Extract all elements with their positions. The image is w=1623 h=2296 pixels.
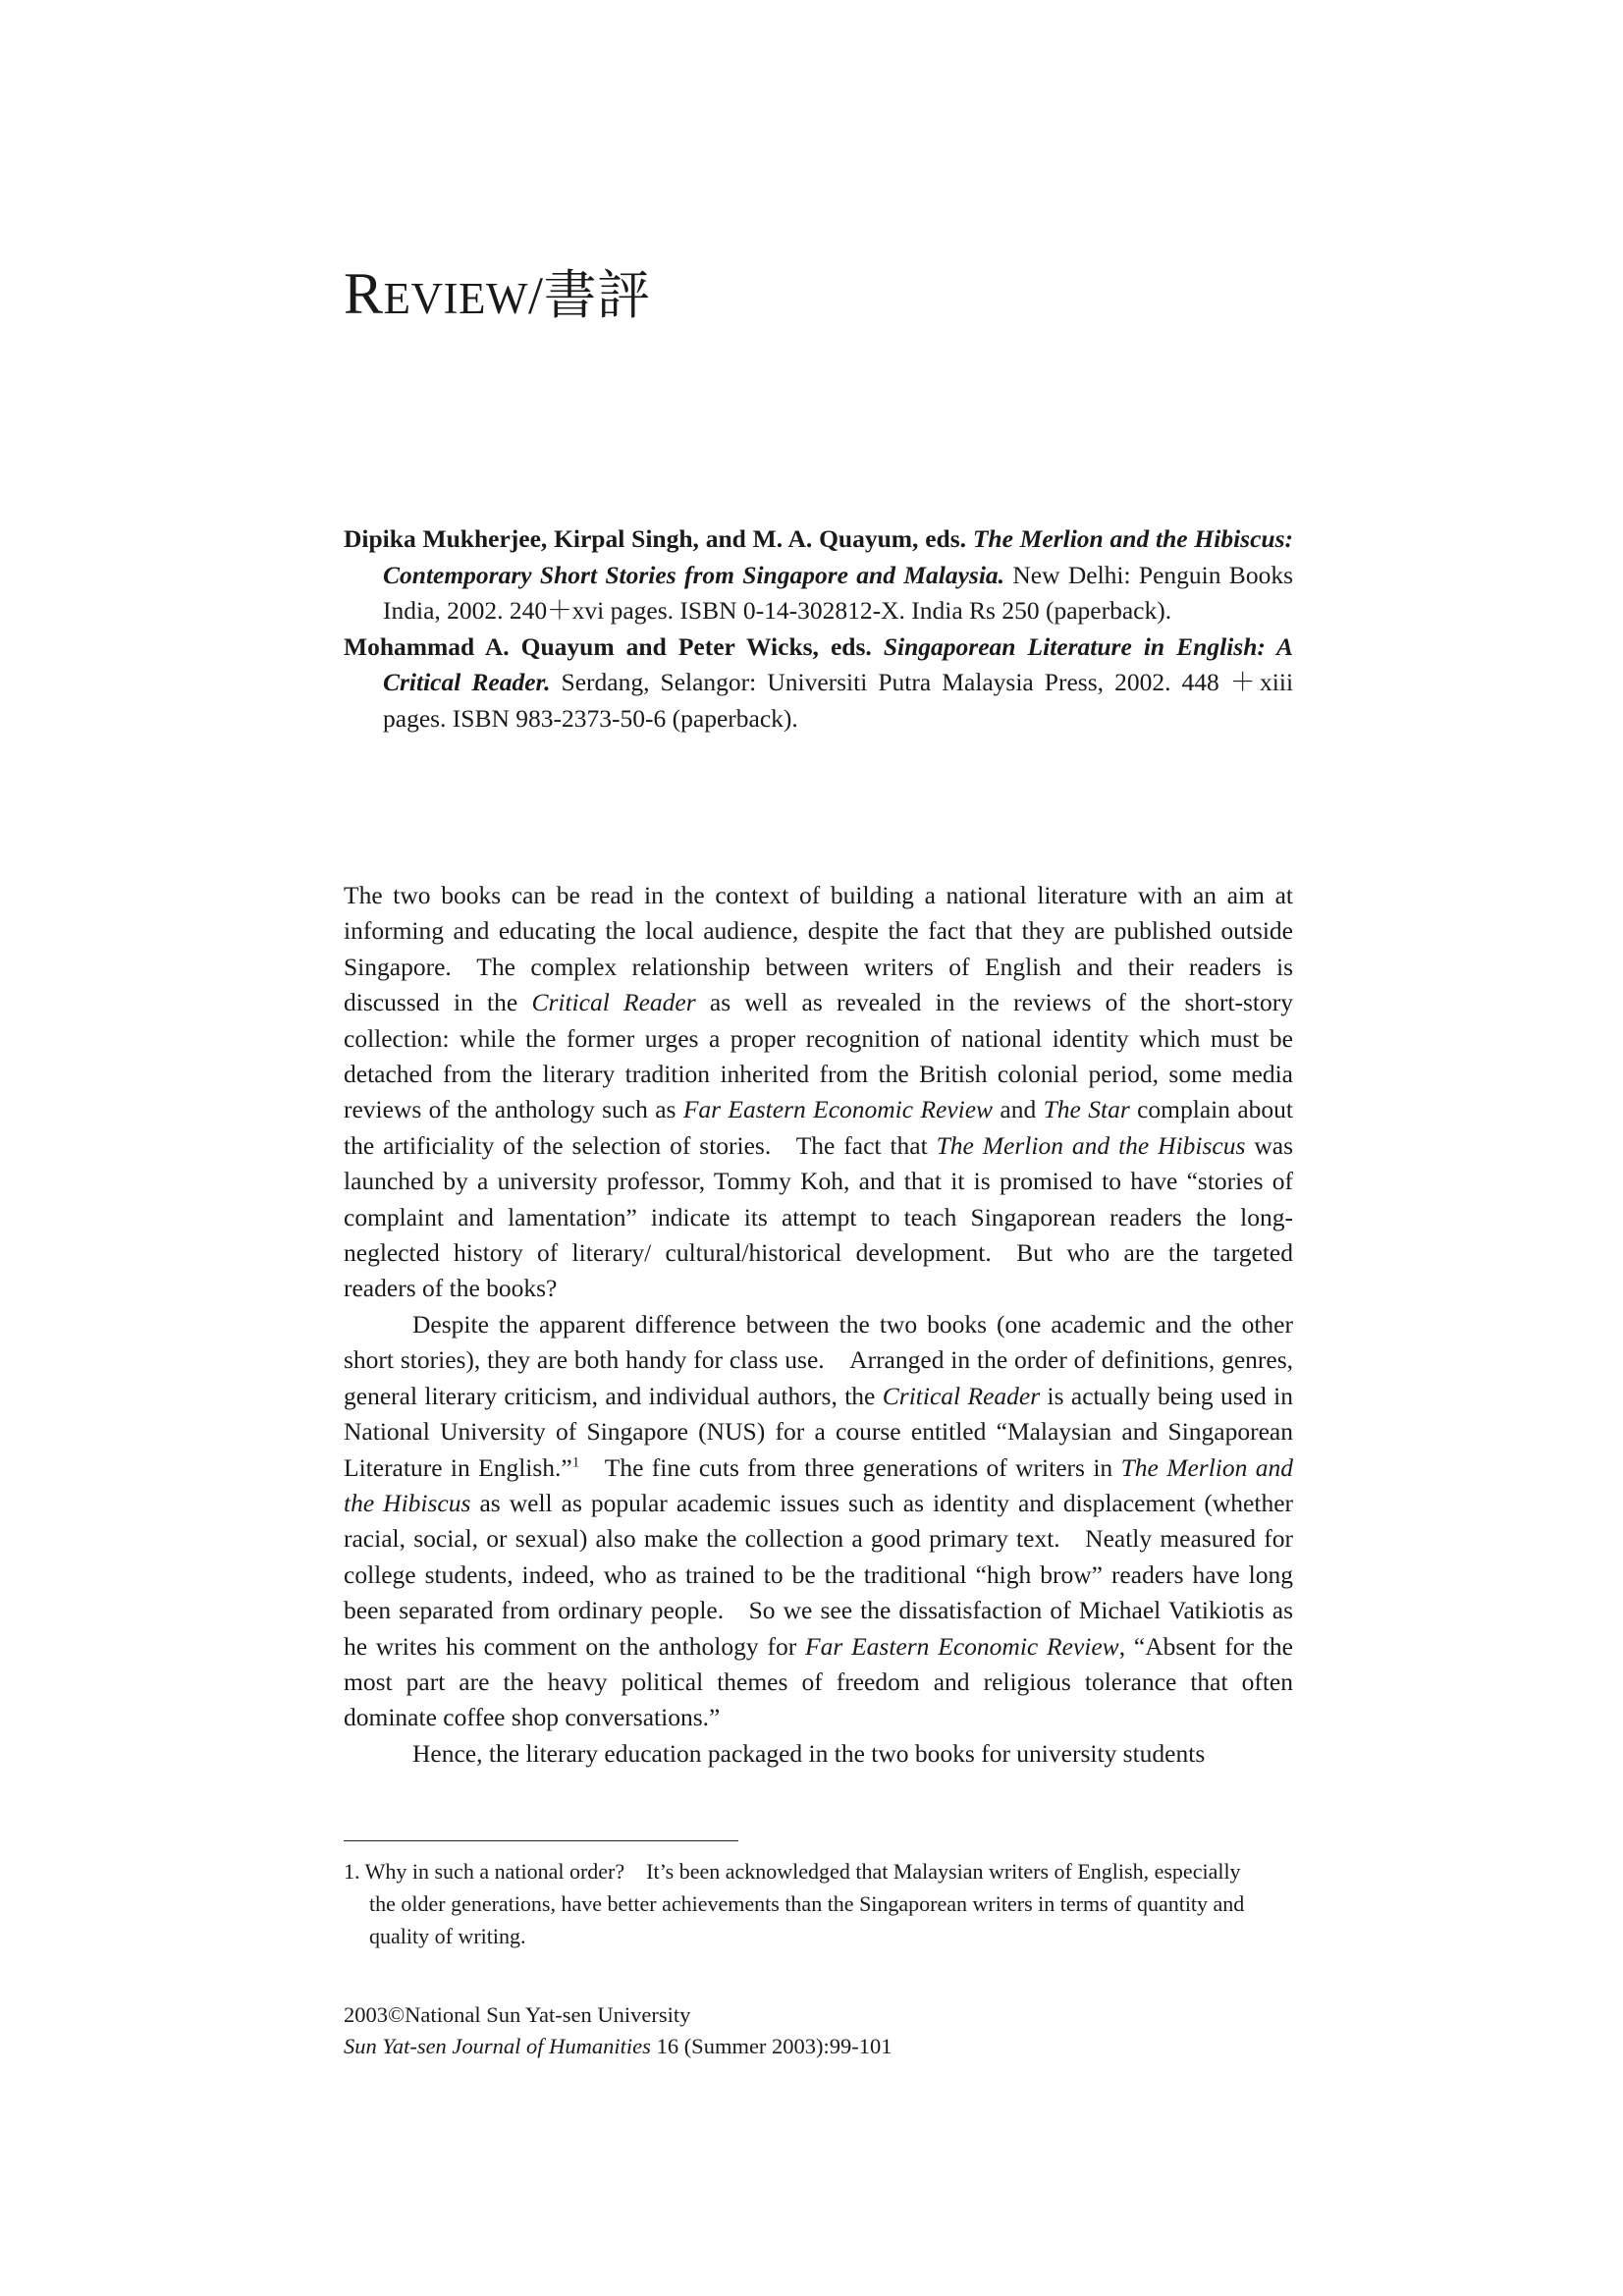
journal-issue: 16 (Summer 2003):99-101 [650,2034,893,2058]
body-text-run: complain about the artificiality of the selection of stories. The fact that [344,1095,1294,1160]
citation-authors: Mohammad A. Quayum and Peter Wicks, eds. [344,631,872,661]
journal-citation [344,2031,1293,2062]
heading-separator: / [527,266,544,325]
body-paragraph [344,1307,1293,1736]
footnote-divider [344,1840,738,1841]
review-body [344,878,1293,1772]
colophon [344,1999,1293,2062]
copyright-line: 2003©National Sun Yat-sen University [344,2002,691,2027]
body-paragraph [344,1736,1293,1772]
body-paragraph [344,878,1293,1307]
citation-title: Singaporean Literature in English: A Critical Reader. [383,631,1294,696]
body-text-run: is actually being used in National University of Singapore (NUS) for a course entitled “Malaysian and Singaporean Literature in English.” [344,1381,1293,1482]
book-title-italic: Critical Reader [531,988,696,1017]
footnote-text: Why in such a national order? It’s been acknowledged that Malaysian writers of English, especially the older generations, have better achievements than the Singaporean writers in terms of quantity and quality of writing. [364,1859,1245,1948]
citation-item [344,629,1293,738]
body-text-run: The two books can be read in the context of building a national literature with an aim at informing and educating the local audience, despite the fact that they are published outside Singapore. The complex relationship between writers of English and their readers is discussed in the [344,881,1293,1017]
body-text-run: Hence, the literary education packaged in the two books for university students [412,1738,1206,1768]
body-text-run: and [993,1095,1044,1124]
body-text-run: , “Absent for the most part are the heavy political themes of freedom and religious tolerance that often dominate coffee shop conversations.” [344,1631,1293,1732]
journal-title: Sun Yat-sen Journal of Humanities [344,2034,651,2058]
heading-first-letter: R [344,261,384,326]
citation-details: New Delhi: Penguin Books India, 2002. 240＋xvi pages. ISBN 0-14-302812-X. India Rs 250 (paperback). [383,560,1293,625]
citation-details: Serdang, Selangor: Universiti Putra Malaysia Press, 2002. 448 ＋xiii pages. ISBN 983-2373-50-6 (paperback). [383,668,1294,733]
body-text-run: as well as revealed in the reviews of the short-story collection: while the former urges a proper recognition of national identity which must be detached from the literary tradition inherited from the British colonial period, some media reviews of the anthology such as [344,988,1293,1124]
footnote-reference[interactable]: 1 [571,1454,580,1470]
heading-rest: EVIEW [383,274,528,323]
heading-chinese: 書評 [543,266,651,325]
body-text-run: Despite the apparent difference between the two books (one academic and the other short stories), they are both handy for class use. Arranged in the order of definitions, genres, general literary criticism, and individual authors, the [344,1309,1293,1410]
footnote [344,1855,1271,1952]
publication-title-italic: Far Eastern Economic Review [682,1095,994,1124]
citation-authors: Dipika Mukherjee, Kirpal Singh, and M. A. Quayum, eds. [344,524,966,553]
body-text-run: was launched by a university professor, Tommy Koh, and that it is promised to have “stories of complaint and lamentation” indicate its attempt to teach Singaporean readers the long-neglected history of literary/ cultural/historical development. But who are the targeted readers of the books? [344,1130,1293,1303]
body-text-run: as well as popular academic issues such as identity and displacement (whether racial, social, or sexual) also make the collection a good primary text. Neatly measured for college students, indeed, who as trained to be the traditional “high brow” readers have long been separated from ordinary people. So we see the dissatisfaction of Michael Vatikiotis as he writes his comment on the anthology for [344,1488,1294,1661]
section-heading [344,263,650,329]
citation-title: The Merlion and the Hibiscus: Contemporary Short Stories from Singapore and Malaysia. [383,524,1294,589]
citation-item [344,521,1293,629]
publication-title-italic: The Star [1043,1095,1130,1124]
book-citations [344,521,1293,737]
body-text-run: The fine cuts from three generations of writers in [579,1452,1121,1482]
footnote-number: 1. [344,1859,360,1884]
publication-title-italic: Far Eastern Economic Review [805,1631,1119,1661]
book-title-italic: The Merlion and the Hibiscus [936,1130,1246,1160]
book-title-italic: Critical Reader [882,1381,1041,1410]
book-title-italic: The Merlion and the Hibiscus [344,1452,1294,1517]
